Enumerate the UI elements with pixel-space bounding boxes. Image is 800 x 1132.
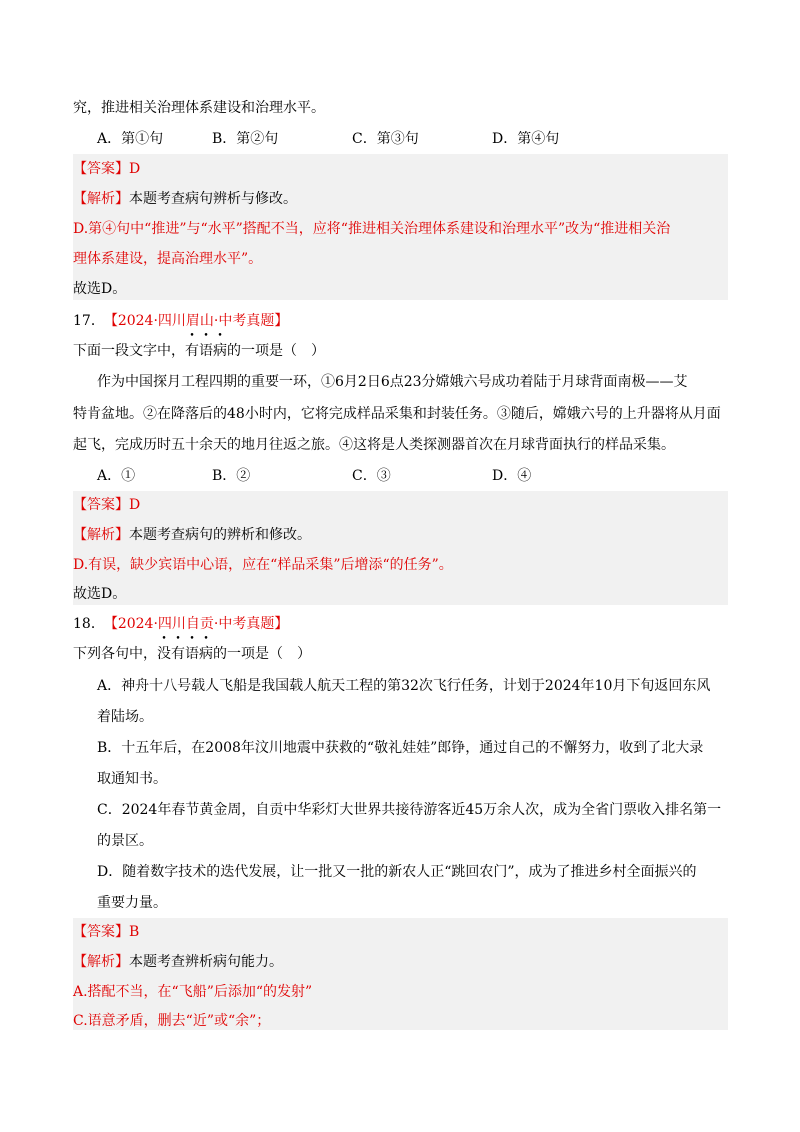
analysis-detail: 理体系建设，提高治理水平”。 [73, 251, 263, 267]
analysis-detail: D.有误，缺少宾语中心语，应在“样品采集”后增添“的任务”。 [73, 557, 453, 573]
analysis-line [73, 952, 283, 972]
q17-header [73, 311, 288, 331]
analysis-line [73, 525, 311, 545]
answer-block-16 [73, 154, 728, 300]
q17-stem [73, 341, 325, 361]
answer-tag: 【答案】 [73, 924, 129, 940]
q18-option-c: C．2024年春节黄金周，自贡中华彩灯大世界共接待游客近45万余人次，成为全省门票收入排名第一 [97, 802, 722, 818]
q17-option-b: B．② [212, 468, 251, 484]
question-source: 【2024·四川自贡·中考真题】 [110, 616, 289, 632]
q17-option-c: C．③ [352, 468, 391, 484]
q17-passage-line: 起飞，完成历时五十余天的地月往返之旅。④这将是人类探测器首次在月球背面执行的样品采集。 [73, 437, 675, 453]
q16-stem-tail: 究，推进相关治理体系建设和治理水平。 [73, 100, 325, 116]
q18-option-a: A．神舟十八号载人飞船是我国载人航天工程的第32次飞行任务，计划于2024年10月下旬返回东风 [97, 678, 711, 694]
question-number: 17． [73, 313, 105, 329]
q16-option-b: B．第②句 [212, 131, 279, 147]
answer-line [73, 495, 140, 515]
stem-text: 下面一段文字中， [73, 343, 185, 359]
q18-option-d-cont: 重要力量。 [97, 895, 167, 911]
question-number: 18． [73, 616, 105, 632]
conclusion: 故选D。 [73, 586, 127, 602]
answer-line [73, 922, 139, 942]
q17-option-a: A．① [97, 468, 136, 484]
q18-option-a-cont: 着陆场。 [97, 709, 153, 725]
emphasis-char: 病 [199, 646, 213, 662]
stem-text: 的一项是（ ） [227, 343, 325, 359]
answer-block-18 [73, 918, 728, 1030]
analysis-detail: C.语意矛盾，删去“近”或“余”； [73, 1013, 271, 1029]
q17-option-d: D．④ [492, 468, 532, 484]
q16-option-a: A．第①句 [97, 131, 164, 147]
analysis-tag: 【解析】 [73, 527, 129, 543]
analysis-detail: D.第④句中“推进”与“水平”搭配不当，应将“推进相关治理体系建设和治理水平”改为“推进相关治 [73, 221, 671, 237]
q18-option-d: D．随着数字技术的迭代发展，让一批又一批的新农人正“跳回农门”，成为了推进乡村全面振兴的 [97, 864, 697, 880]
emphasis-char: 语 [199, 343, 213, 359]
emphasis-char: 语 [185, 646, 199, 662]
analysis-text: 本题考查病句的辨析和修改。 [129, 527, 311, 543]
question-source: 【2024·四川眉山·中考真题】 [110, 313, 289, 329]
stem-text: 的一项是（ ） [213, 646, 311, 662]
analysis-tag: 【解析】 [73, 191, 129, 207]
answer-tag: 【答案】 [73, 497, 129, 513]
answer-line [73, 159, 140, 179]
emphasis-char: 有 [171, 646, 185, 662]
analysis-text: 本题考查辨析病句能力。 [129, 954, 283, 970]
emphasis-char: 有 [185, 343, 199, 359]
emphasis-char: 没 [157, 646, 171, 662]
answer-tag: 【答案】 [73, 161, 129, 177]
emphasis-char: 病 [213, 343, 227, 359]
q17-passage-line: 特肯盆地。②在降落后的48小时内，它将完成样品采集和封装任务。③随后，嫦娥六号的上升器将从月面 [73, 406, 721, 422]
q18-option-b: B．十五年后，在2008年汶川地震中获救的“敬礼娃娃”郎铮，通过自己的不懈努力，收到了北大录 [97, 740, 704, 756]
analysis-detail: A.搭配不当，在“飞船”后添加“的发射” [73, 984, 313, 1000]
analysis-line [73, 189, 297, 209]
q18-option-c-cont: 的景区。 [97, 833, 153, 849]
answer-block-17 [73, 491, 728, 605]
analysis-text: 本题考查病句辨析与修改。 [129, 191, 297, 207]
answer-value: D [129, 497, 141, 513]
q18-header [73, 614, 288, 634]
q18-stem [73, 644, 311, 664]
q16-option-c: C．第③句 [352, 131, 419, 147]
conclusion: 故选D。 [73, 281, 127, 297]
analysis-tag: 【解析】 [73, 954, 129, 970]
q18-option-b-cont: 取通知书。 [97, 771, 167, 787]
q17-passage-line: 作为中国探月工程四期的重要一环，①6月2日6点23分嫦娥六号成功着陆于月球背面南极——艾 [97, 374, 688, 390]
answer-value: D [129, 161, 141, 177]
answer-value: B [129, 924, 140, 940]
stem-text: 下列各句中， [73, 646, 157, 662]
q16-option-d: D．第④句 [492, 131, 560, 147]
